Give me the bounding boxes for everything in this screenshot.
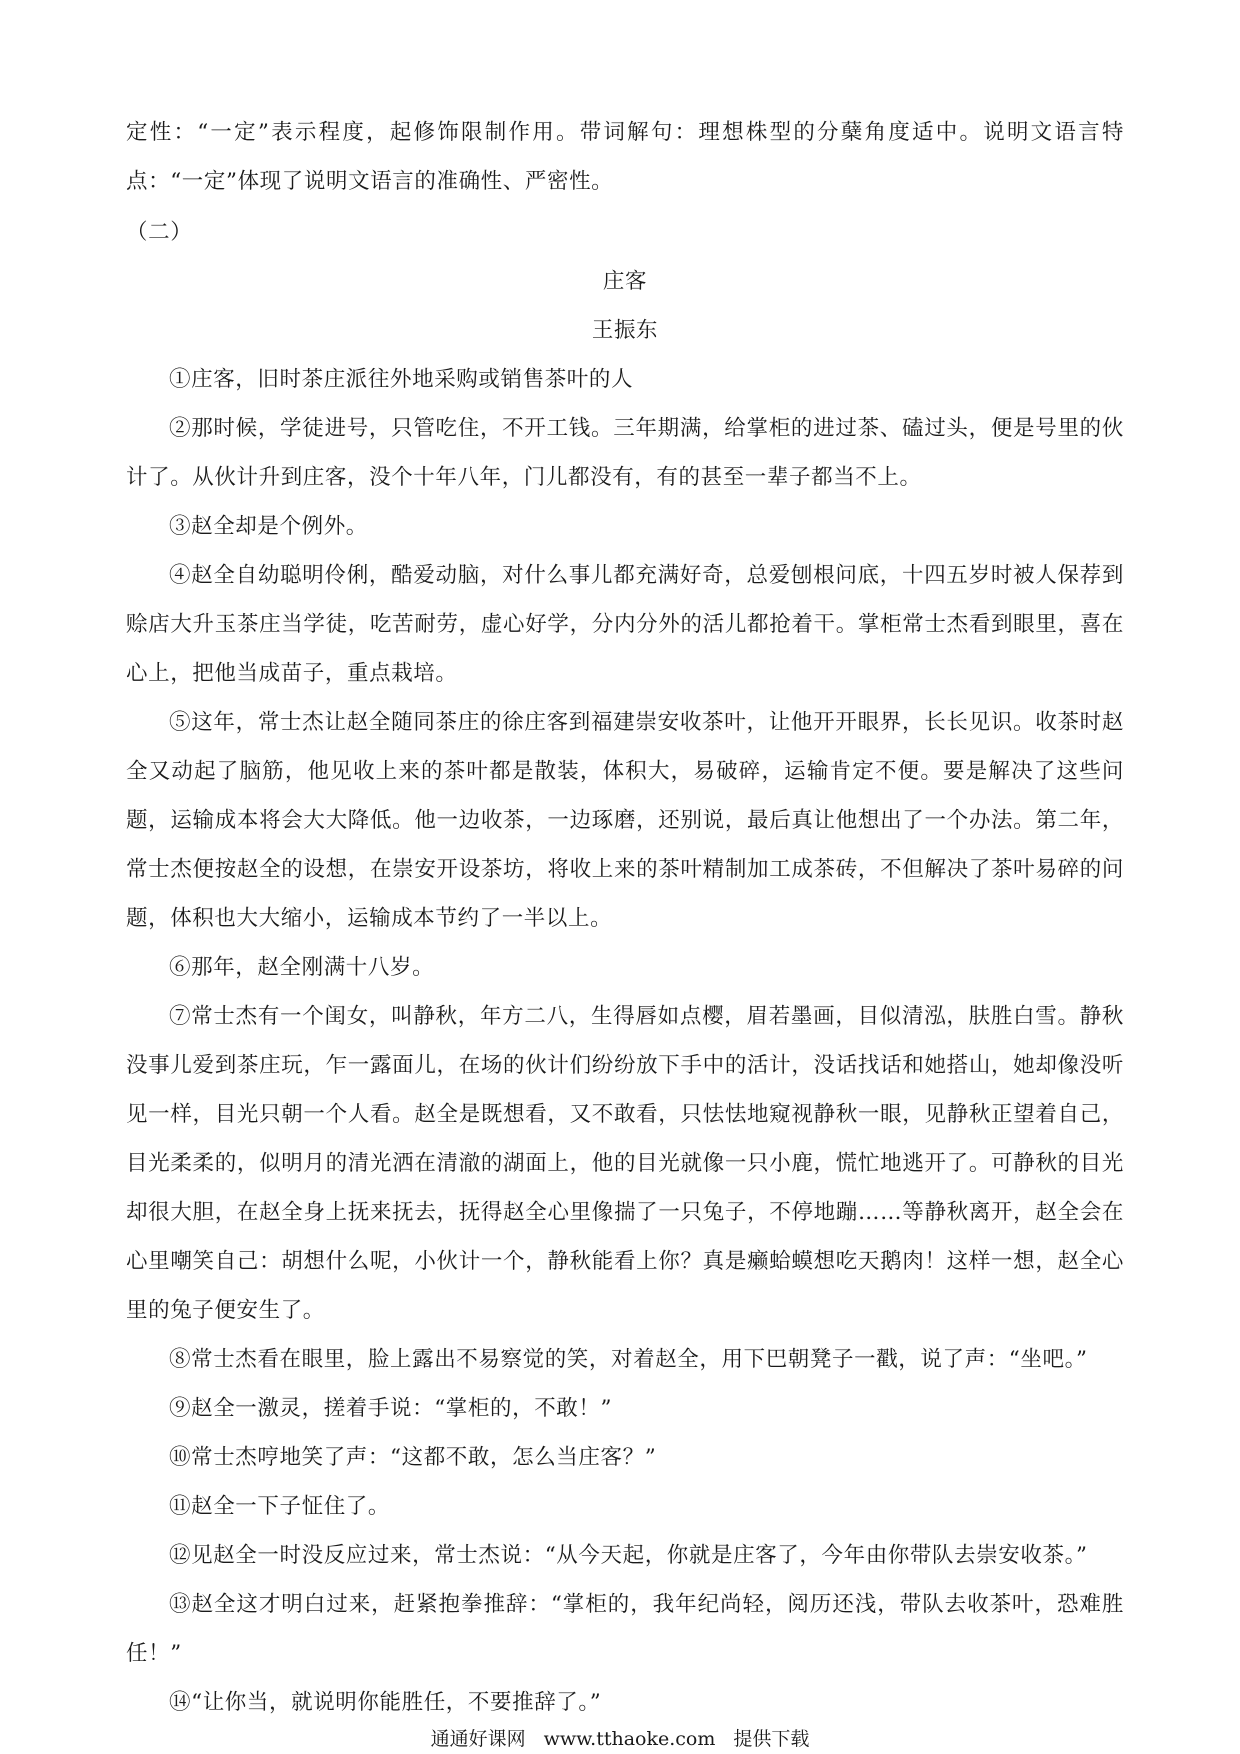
paragraph-8: ⑧常士杰看在眼里，脸上露出不易察觉的笑，对着赵全，用下巴朝凳子一戳，说了声：“坐吧。” bbox=[169, 1347, 1088, 1372]
page-content bbox=[126, 108, 1124, 1727]
paragraph-14: ⑭“让你当，就说明你能胜任，不要推辞了。” bbox=[169, 1690, 602, 1715]
footer-suffix: 提供下载 bbox=[733, 1728, 810, 1750]
paragraph-13: ⑬赵全这才明白过来，赶紧抱拳推辞：“掌柜的，我年纪尚轻，阅历还浅，带队去收茶叶，恐难胜任！” bbox=[126, 1592, 1124, 1666]
footer-site-url[interactable]: www.tthaoke.com bbox=[543, 1728, 716, 1750]
paragraph-5: ⑤这年，常士杰让赵全随同茶庄的徐庄客到福建崇安收茶叶，让他开开眼界，长长见识。收茶时赵全又动起了脑筋，他见收上来的茶叶都是散装，体积大，易破碎，运输肯定不便。要是解决了这些问题，运输成本将会大大降低。他一边收茶，一边琢磨，还别说，最后真让他想出了一个办法。第二年，常士杰便按赵全的设想，在崇安开设茶坊，将收上来的茶叶精制加工成茶砖，不但解决了茶叶易碎的问题，体积也大大缩小，运输成本节约了一半以上。 bbox=[126, 710, 1124, 931]
paragraph-9: ⑨赵全一激灵，搓着手说：“掌柜的，不敢！” bbox=[169, 1396, 613, 1421]
paragraph-12: ⑫见赵全一时没反应过来，常士杰说：“从今天起，你就是庄客了，今年由你带队去崇安收茶。” bbox=[169, 1543, 1088, 1568]
paragraph-7: ⑦常士杰有一个闺女，叫静秋，年方二八，生得唇如点樱，眉若墨画，目似清泓，肤胜白雪。静秋没事儿爱到茶庄玩，乍一露面儿，在场的伙计们纷纷放下手中的活计，没话找话和她搭山，她却像没听见一样，目光只朝一个人看。赵全是既想看，又不敢看，只怯怯地窥视静秋一眼，见静秋正望着自己，目光柔柔的，似明月的清光洒在清澈的湖面上，他的目光就像一只小鹿，慌忙地逃开了。可静秋的目光却很大胆，在赵全身上抚来抚去，抚得赵全心里像揣了一只兔子，不停地蹦……等静秋离开，赵全会在心里嘲笑自己：胡想什么呢，小伙计一个，静秋能看上你？真是癞蛤蟆想吃天鹅肉！这样一想，赵全心里的兔子便安生了。 bbox=[126, 1004, 1124, 1323]
paragraph-11: ⑪赵全一下子怔住了。 bbox=[169, 1494, 391, 1519]
section-label: （二） bbox=[126, 220, 193, 245]
paragraph-6: ⑥那年，赵全刚满十八岁。 bbox=[169, 955, 435, 980]
page-footer bbox=[0, 1727, 1240, 1751]
intro-continuation: 定性：“一定”表示程度，起修饰限制作用。带词解句：理想株型的分蘖角度适中。说明文语言特点：“一定”体现了说明文语言的准确性、严密性。 bbox=[126, 120, 1124, 194]
paragraph-10: ⑩常士杰哼地笑了声：“这都不敢，怎么当庄客？” bbox=[169, 1445, 657, 1470]
footer-site-name: 通通好课网 bbox=[430, 1728, 526, 1750]
paragraph-2: ②那时候，学徒进号，只管吃住，不开工钱。三年期满，给掌柜的进过茶、磕过头，便是号里的伙计了。从伙计升到庄客，没个十年八年，门儿都没有，有的甚至一辈子都当不上。 bbox=[126, 416, 1124, 490]
article-author: 王振东 bbox=[591, 318, 659, 343]
paragraph-1: ①庄客，旧时茶庄派往外地采购或销售茶叶的人 bbox=[169, 367, 634, 392]
article-title: 庄客 bbox=[602, 269, 648, 294]
paragraph-3: ③赵全却是个例外。 bbox=[169, 514, 368, 539]
paragraph-4: ④赵全自幼聪明伶俐，酷爱动脑，对什么事儿都充满好奇，总爱刨根问底，十四五岁时被人保荐到赊店大升玉茶庄当学徒，吃苦耐劳，虚心好学，分内分外的活儿都抢着干。掌柜常士杰看到眼里，喜在心上，把他当成苗子，重点栽培。 bbox=[126, 563, 1124, 686]
